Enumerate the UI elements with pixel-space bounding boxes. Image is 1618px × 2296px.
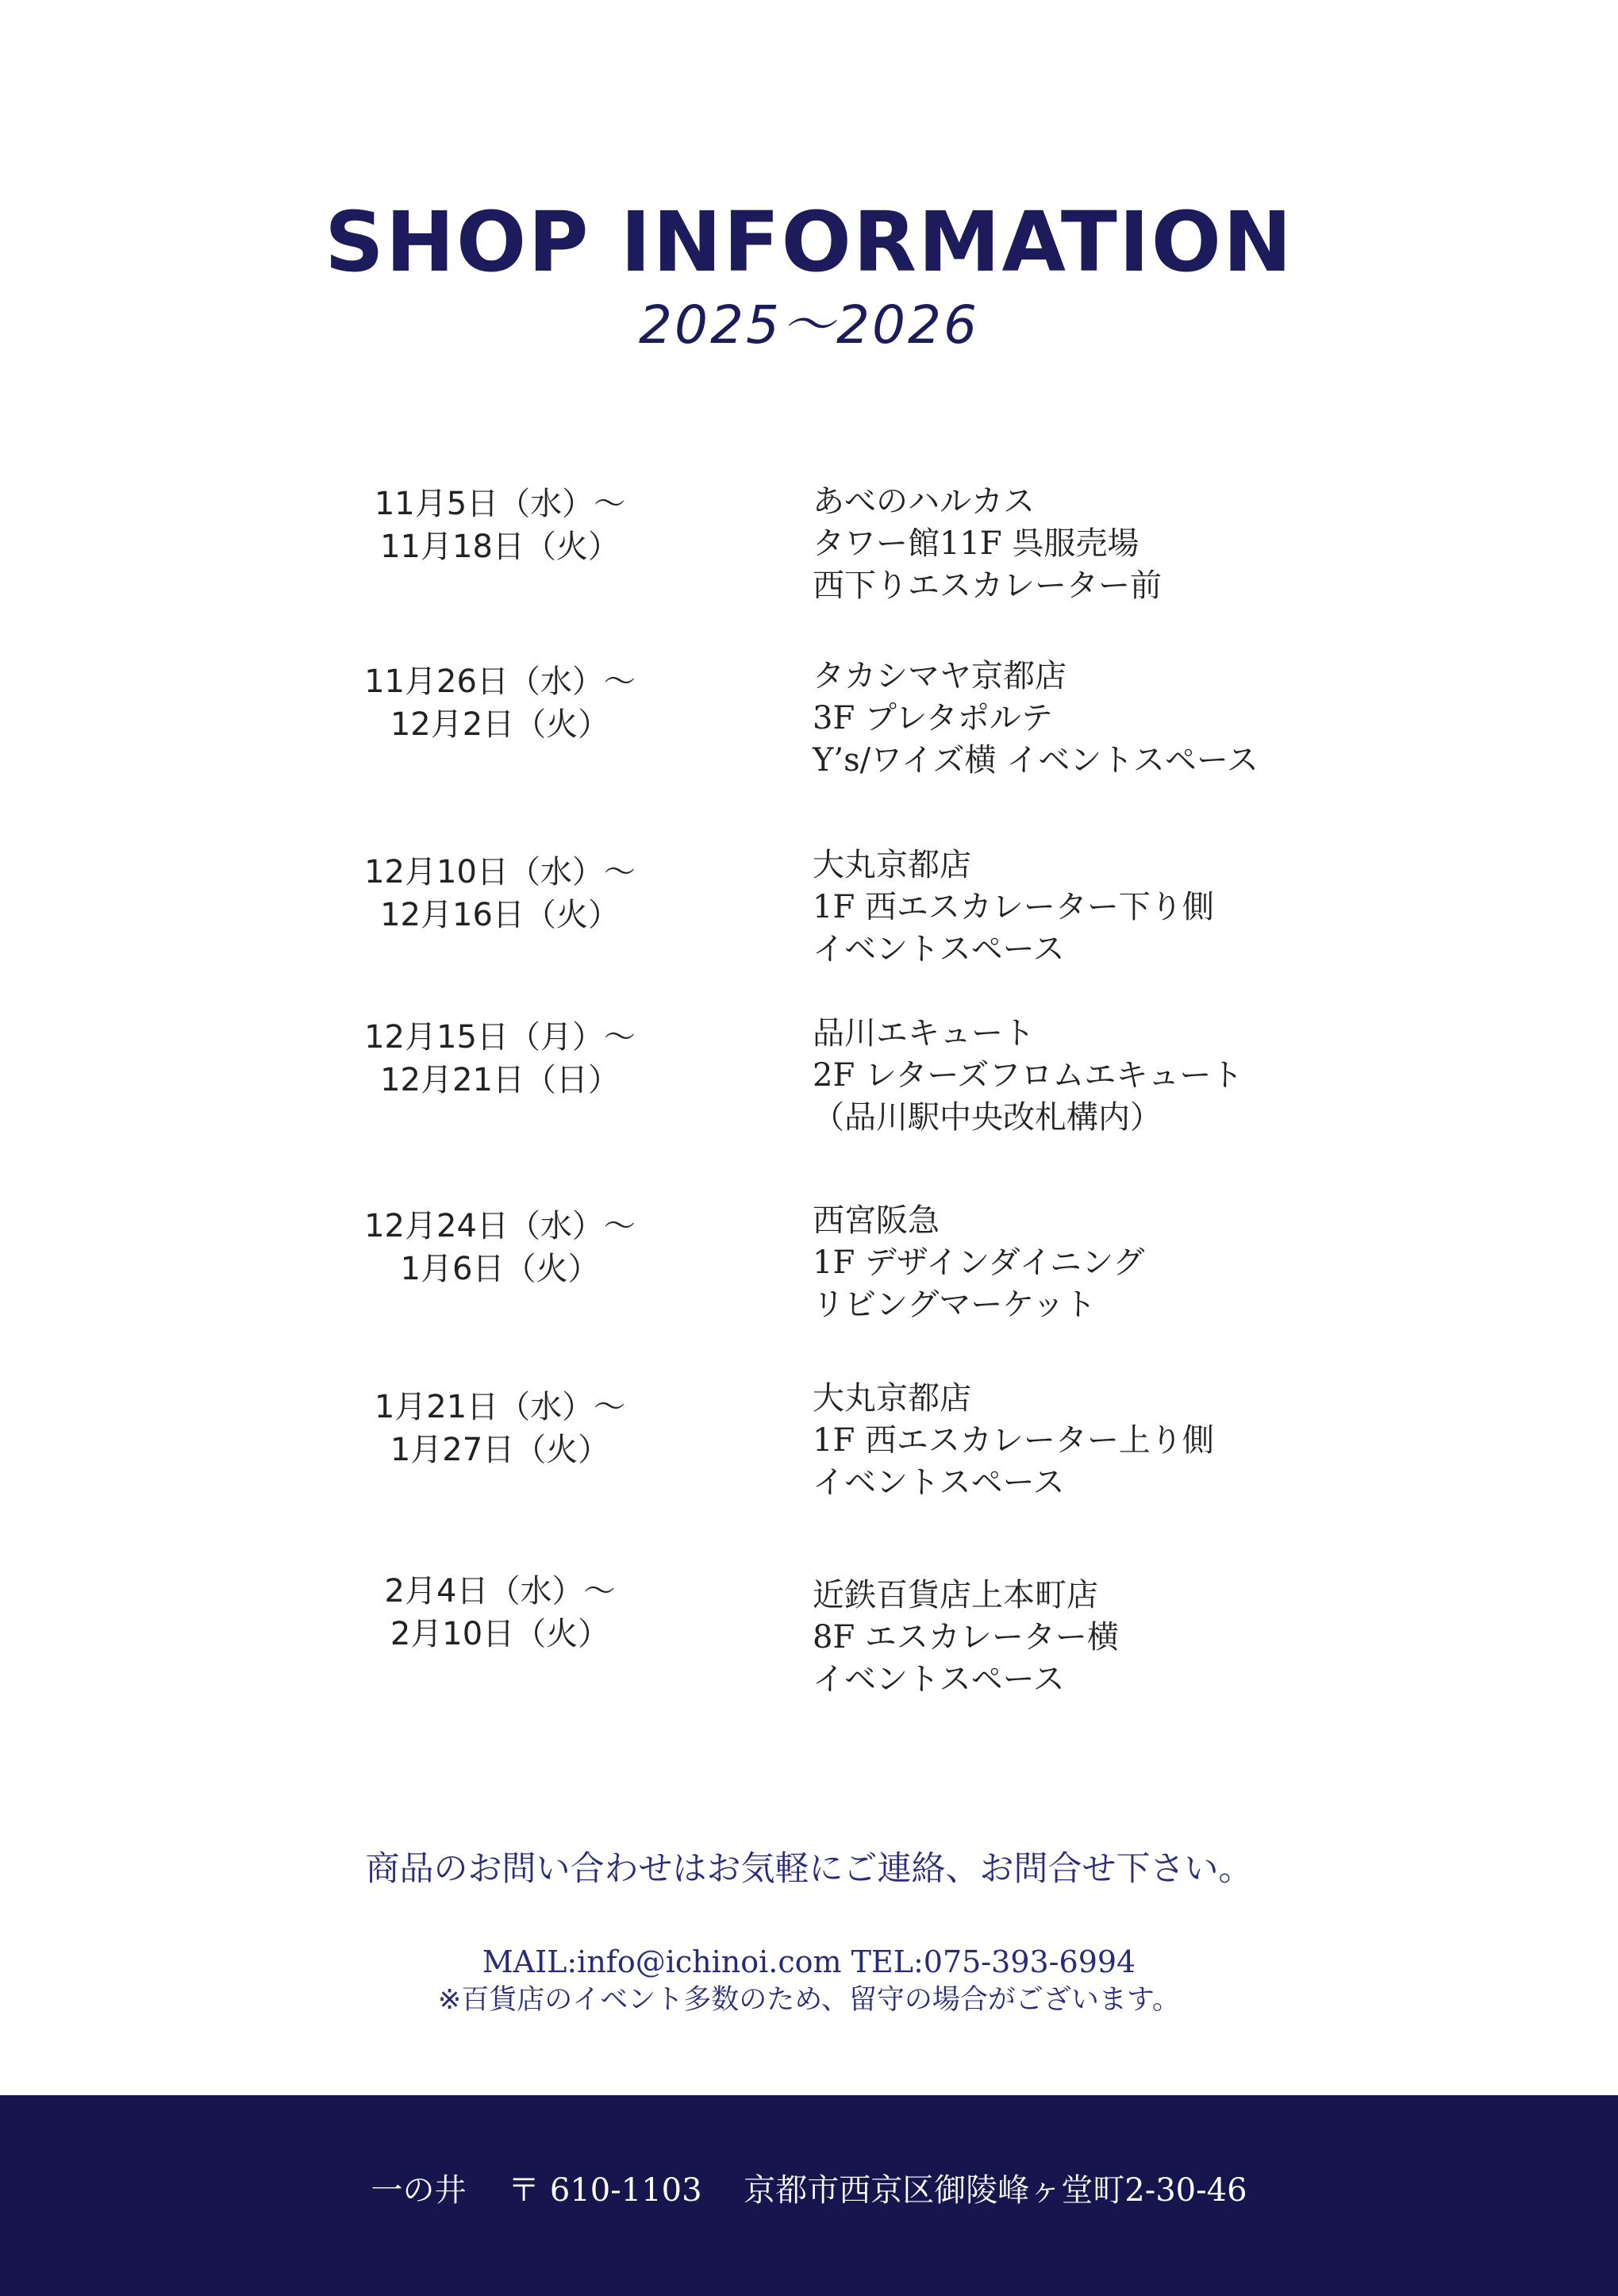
event-venue [813,656,1527,782]
footer-bar [0,2095,1618,2296]
event-dates [317,1205,682,1290]
event-date-start: 1月21日（水）〜 [374,1389,626,1425]
venue-line: 3F プレタポルテ [813,700,1053,736]
page-subtitle: 2025〜2026 [639,294,979,356]
venue-line: 1F 西エスカレーター上り側 [813,1422,1214,1459]
venue-line: 1F デザインダイニング [813,1244,1145,1281]
venue-line: 大丸京都店 [813,847,971,883]
venue-line: 8F エスカレーター横 [813,1619,1119,1656]
venue-line: 近鉄百貨店上本町店 [813,1577,1098,1613]
event-date-end: 12月2日（火） [390,706,610,743]
venue-line: 西宮阪急 [813,1202,940,1239]
event-date-end: 11月18日（火） [380,529,620,565]
venue-line: リビングマーケット [813,1286,1097,1323]
event-date-start: 12月15日（月）〜 [364,1019,636,1056]
page-title: SHOP INFORMATION [324,194,1294,290]
venue-line: イベントスペース [813,931,1065,967]
venue-line: 1F 西エスカレーター下り側 [813,889,1214,925]
venue-line: Y’s/ワイズ横 イベントスペース [813,742,1259,779]
event-dates [317,483,682,568]
event-dates [317,660,682,746]
event-date-start: 2月4日（水）〜 [384,1573,616,1610]
venue-line: タカシマヤ京都店 [813,658,1066,694]
event-date-end: 12月16日（火） [380,897,620,933]
event-date-start: 12月10日（水）〜 [364,854,636,890]
event-dates [317,1386,682,1471]
venue-line: イベントスペース [813,1464,1065,1501]
footer-address: 一の井 〒 610-1103 京都市西京区御陵峰ヶ堂町2-30-46 [371,2172,1247,2209]
event-venue [813,1013,1527,1139]
venue-line: （品川駅中央改札構内） [813,1099,1162,1136]
event-dates [317,851,682,936]
absence-note: ※百貨店のイベント多数のため、留守の場合がございます。 [437,1984,1181,2016]
event-venue [813,1378,1527,1504]
event-venue [813,844,1527,971]
event-dates [317,1016,682,1102]
event-venue [813,1200,1527,1326]
event-date-end: 12月21日（日） [380,1062,620,1098]
venue-line: タワー館11F 呉服売場 [813,525,1140,562]
inquiry-message: 商品のお問い合わせはお気軽にご連絡、お問合せ下さい。 [365,1849,1253,1889]
venue-line: 大丸京都店 [813,1380,971,1417]
venue-line: イベントスペース [813,1661,1065,1698]
event-date-start: 11月5日（水）〜 [374,486,626,522]
contact-info: MAIL:info@ichinoi.com TEL:075-393-6994 [482,1944,1136,1979]
venue-line: 品川エキュート [813,1015,1035,1052]
event-date-start: 11月26日（水）〜 [364,663,636,700]
venue-line: 西下りエスカレーター前 [813,567,1162,604]
venue-line: 2F レターズフロムエキュート [813,1057,1243,1094]
event-date-end: 1月27日（火） [390,1432,610,1468]
venue-line: あべのハルカス [813,483,1035,520]
event-date-start: 12月24日（水）〜 [364,1208,636,1244]
event-venue [813,1575,1527,1701]
event-date-end: 2月10日（火） [390,1616,610,1652]
event-date-end: 1月6日（火） [400,1251,600,1287]
event-dates [317,1570,682,1656]
event-venue [813,481,1527,607]
